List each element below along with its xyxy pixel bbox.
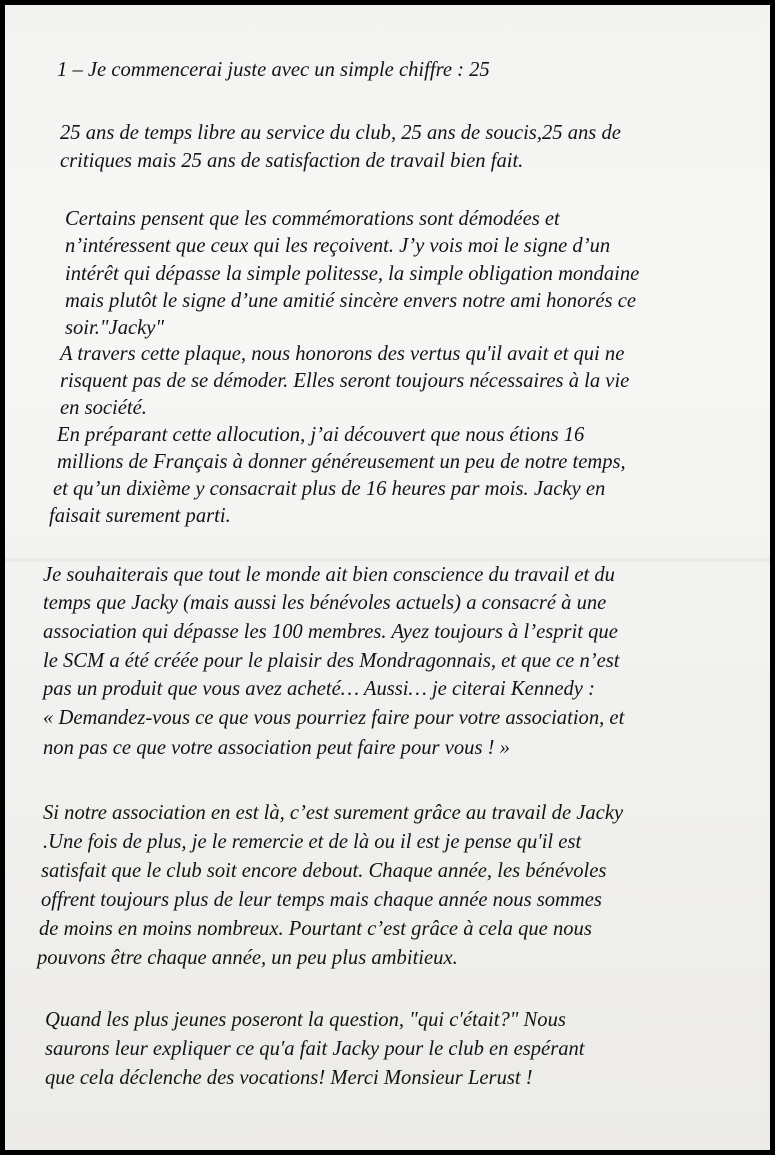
text-line: critiques mais 25 ans de satisfaction de travail bien fait. bbox=[60, 150, 524, 172]
text-line: pas un produit que vous avez acheté… Aussi… je citerai Kennedy : bbox=[43, 678, 595, 700]
text-line: « Demandez-vous ce que vous pourriez faire pour votre association, et bbox=[43, 707, 625, 729]
text-line: Je souhaiterais que tout le monde ait bien conscience du travail et du bbox=[43, 564, 615, 586]
text-line: et qu’un dixième y consacrait plus de 16 heures par mois. Jacky en bbox=[53, 478, 606, 500]
text-line: Certains pensent que les commémorations sont démodées et bbox=[65, 208, 560, 230]
text-line: faisait surement parti. bbox=[49, 505, 231, 527]
text-line: millions de Français à donner généreusement un peu de notre temps, bbox=[57, 451, 626, 473]
text-line: mais plutôt le signe d’une amitié sincère envers notre ami honorés ce bbox=[65, 290, 636, 312]
text-line: soir."Jacky" bbox=[65, 317, 165, 339]
text-line: pouvons être chaque année, un peu plus ambitieux. bbox=[37, 947, 458, 969]
text-line: offrent toujours plus de leur temps mais chaque année nous sommes bbox=[41, 889, 602, 911]
text-line: n’intéressent que ceux qui les reçoivent. J’y vois moi le signe d’un bbox=[65, 235, 611, 257]
text-line: association qui dépasse les 100 membres. Ayez toujours à l’esprit que bbox=[43, 621, 618, 643]
text-line: que cela déclenche des vocations! Merci Monsieur Lerust ! bbox=[45, 1067, 533, 1089]
text-line: Si notre association en est là, c’est surement grâce au travail de Jacky bbox=[43, 802, 624, 824]
text-line: risquent pas de se démoder. Elles seront toujours nécessaires à la vie bbox=[60, 370, 630, 392]
text-line: en société. bbox=[60, 397, 147, 419]
document-heading: 1 – Je commencerai juste avec un simple chiffre : 25 bbox=[57, 59, 490, 81]
text-line: temps que Jacky (mais aussi les bénévoles actuels) a consacré à une bbox=[43, 592, 607, 614]
text-line: A travers cette plaque, nous honorons des vertus qu'il avait et qui ne bbox=[60, 343, 625, 365]
text-line: satisfait que le club soit encore debout. Chaque année, les bénévoles bbox=[41, 860, 607, 882]
text-line: de moins en moins nombreux. Pourtant c’est grâce à cela que nous bbox=[39, 918, 592, 940]
text-line: Quand les plus jeunes poseront la question, "qui c'était?" Nous bbox=[45, 1009, 566, 1031]
text-line: saurons leur expliquer ce qu'a fait Jacky pour le club en espérant bbox=[45, 1038, 585, 1060]
text-line: 25 ans de temps libre au service du club, 25 ans de soucis,25 ans de bbox=[60, 122, 621, 144]
text-line: En préparant cette allocution, j’ai découvert que nous étions 16 bbox=[57, 424, 585, 446]
text-line: le SCM a été créée pour le plaisir des Mondragonnais, et que ce n’est bbox=[43, 650, 620, 672]
text-line: non pas ce que votre association peut faire pour vous ! » bbox=[43, 737, 510, 759]
text-line: .Une fois de plus, je le remercie et de là ou il est je pense qu'il est bbox=[43, 831, 582, 853]
document-page bbox=[5, 5, 770, 1150]
text-line: intérêt qui dépasse la simple politesse, la simple obligation mondaine bbox=[65, 263, 640, 285]
